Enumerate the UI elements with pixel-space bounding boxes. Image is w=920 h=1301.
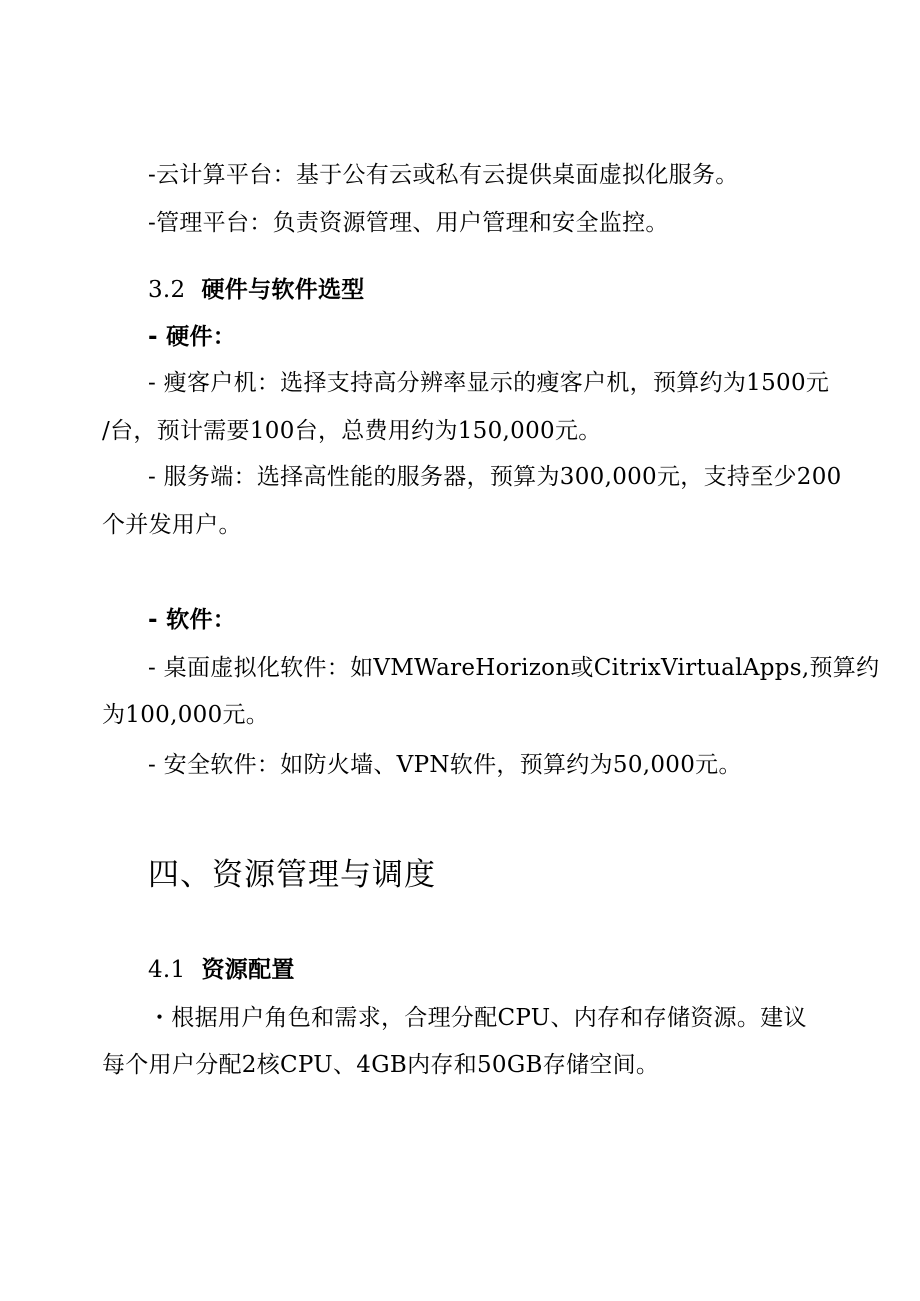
thin-client-line-1: - 瘦客户机：选择支持高分辨率显示的瘦客户机，预算约为1500元 xyxy=(148,370,830,396)
chapter-4-heading: 四、资源管理与调度 xyxy=(148,857,436,893)
section-4-1-title: 资源配置 xyxy=(201,957,295,983)
section-3-2-heading xyxy=(148,275,365,305)
vdi-software-line-1: - 桌面虚拟化软件：如VMWareHorizon或CitrixVirtualApps,预算约 xyxy=(148,655,880,681)
hardware-heading: - 硬件： xyxy=(148,324,237,350)
security-software-line: - 安全软件：如防火墙、VPN软件，预算约为50,000元。 xyxy=(148,752,742,778)
software-heading: - 软件： xyxy=(148,607,237,633)
allocation-line-1: ・根据用户角色和需求，合理分配CPU、内存和存储资源。建议 xyxy=(148,1005,807,1031)
section-4-1-heading xyxy=(148,955,295,985)
section-4-1-number: 4.1 xyxy=(148,957,186,983)
allocation-line-2: 每个用户分配2核CPU、4GB内存和50GB存储空间。 xyxy=(102,1052,660,1078)
thin-client-line-2: /台，预计需要100台，总费用约为150,000元。 xyxy=(102,418,602,444)
server-line-1: - 服务端：选择高性能的服务器，预算为300,000元，支持至少200 xyxy=(148,464,842,490)
cloud-platform-line: -云计算平台：基于公有云或私有云提供桌面虚拟化服务。 xyxy=(148,162,739,188)
management-platform-line: -管理平台：负责资源管理、用户管理和安全监控。 xyxy=(148,210,669,236)
server-line-2: 个并发用户。 xyxy=(102,512,242,538)
vdi-software-line-2: 为100,000元。 xyxy=(102,702,270,728)
section-3-2-number: 3.2 xyxy=(148,277,186,303)
section-3-2-title: 硬件与软件选型 xyxy=(201,277,365,303)
